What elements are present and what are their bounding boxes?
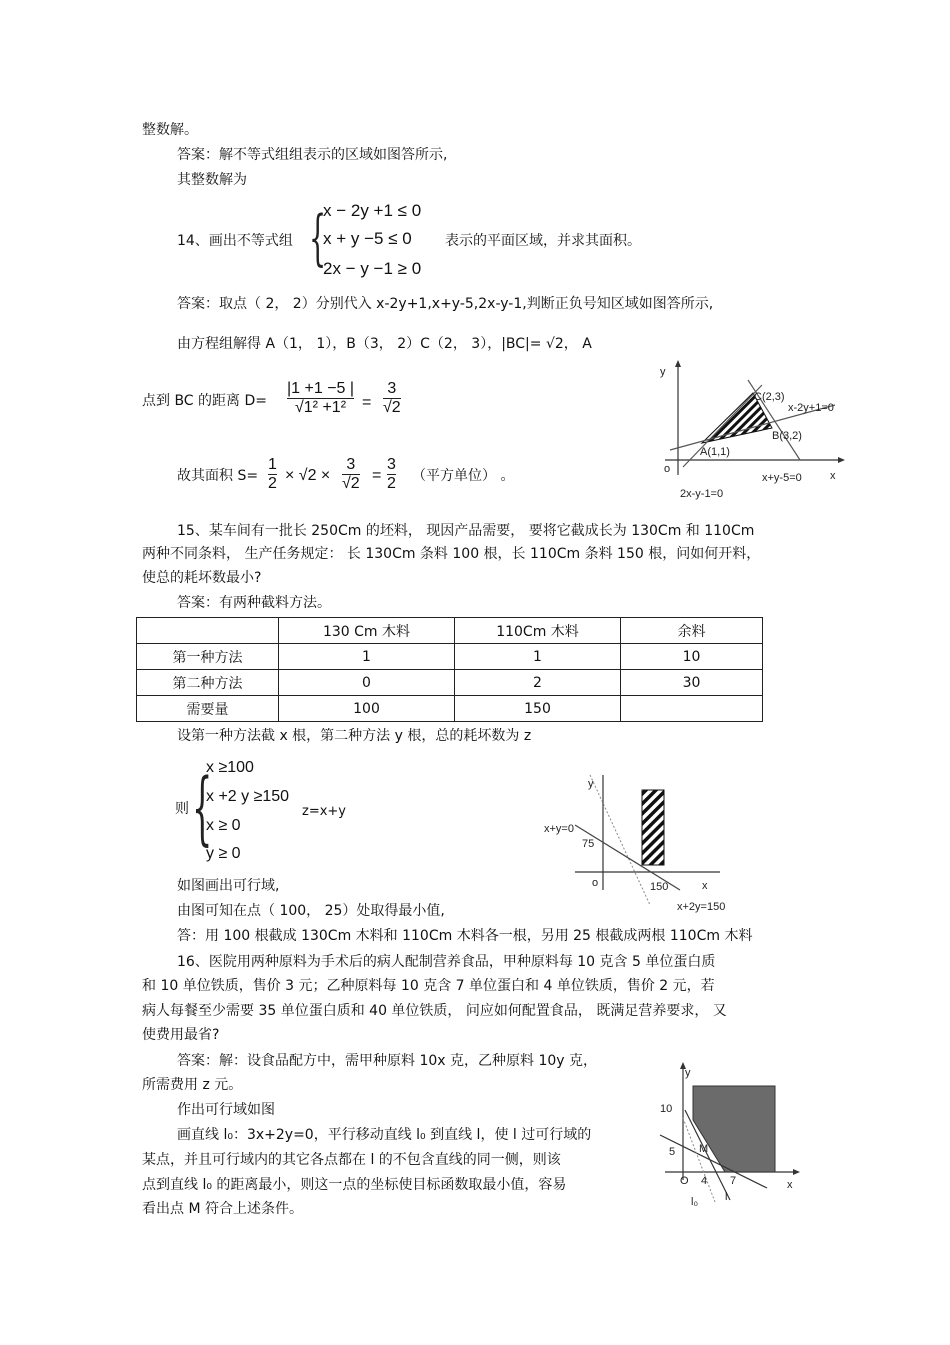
text-line: 两种不同条料， 生产任务规定： 长 130Cm 条料 100 根，长 110Cm 条料 150 根，问如何开料， <box>142 546 761 562</box>
table-cell: 100 <box>279 696 455 722</box>
text-line: 整数解。 <box>142 122 198 138</box>
text-line: 使费用最省? <box>142 1027 220 1043</box>
text-line: 某点，并且可行域内的其它各点都在 l 的不包含直线的同一侧，则该 <box>142 1152 561 1168</box>
inequality: x − 2y +1 ≤ 0 <box>323 201 422 220</box>
text-line: 点到直线 l₀ 的距离最小，则这一点的坐标使目标函数取最小值，容易 <box>142 1177 567 1193</box>
axis-label-y: y <box>660 366 666 378</box>
text-line: 由方程组解得 A（1， 1），B（3， 2）C（2， 3），|BC|= √2， A <box>177 336 592 352</box>
table-header <box>137 618 279 644</box>
table-cell: 第二种方法 <box>137 670 279 696</box>
denominator: 2 <box>268 475 277 492</box>
text-line: 故其面积 S= <box>177 468 259 484</box>
brace: { <box>309 203 327 273</box>
figure-feasible-region-16 <box>655 1060 805 1210</box>
table-cell: 0 <box>279 670 455 696</box>
table-header: 110Cm 木料 <box>455 618 621 644</box>
numerator: 3 <box>387 380 397 397</box>
table-header-row <box>137 618 763 644</box>
table-cell: 30 <box>621 670 763 696</box>
point-c-label: C(2,3) <box>754 391 785 403</box>
table-cell: 第一种方法 <box>137 644 279 670</box>
tick-label: 4 <box>701 1175 708 1187</box>
inequality: x ≥100 <box>206 759 254 776</box>
table-row <box>137 644 763 670</box>
text-line: 使总的耗坏数最小? <box>142 570 262 586</box>
tick-label: 75 <box>582 838 595 850</box>
fraction <box>287 380 354 417</box>
axis-label-x: x <box>830 470 836 482</box>
point-b-label: B(3,2) <box>772 430 802 442</box>
text-line: 和 10 单位铁质，售价 3 元；乙种原料每 10 克含 7 单位蛋白和 4 单位铁质，售价 2 元，若 <box>142 978 715 994</box>
fraction <box>383 380 401 417</box>
numerator: 3 <box>346 456 356 473</box>
equals: = <box>362 394 372 411</box>
text-line: 则 <box>175 801 189 817</box>
text-line: 由图可知在点（ 100， 25）处取得最小值, <box>177 903 445 919</box>
denominator: 2 <box>387 475 396 492</box>
text-line: 如图画出可行域, <box>177 878 280 894</box>
text-line: 答案：解：设食品配方中，需甲种原料 10x 克，乙种原料 10y 克， <box>177 1053 597 1069</box>
table-cell: 1 <box>455 644 621 670</box>
objective: z=x+y <box>302 804 346 819</box>
point-m-label: M <box>699 1143 709 1155</box>
line-label: l₀ <box>691 1196 699 1208</box>
fraction <box>268 456 277 493</box>
line-label: l <box>725 1191 728 1203</box>
table-row <box>137 696 763 722</box>
point-a-label: A(1,1) <box>700 446 730 458</box>
denominator: √2 <box>342 475 360 492</box>
tick-label: 7 <box>730 1175 737 1187</box>
cutting-methods-table <box>136 617 763 722</box>
figure-feasible-region-15 <box>540 765 740 915</box>
table-header: 余料 <box>621 618 763 644</box>
line-label: x+y=0 <box>544 823 574 835</box>
denominator: √2 <box>383 399 401 416</box>
figure-feasible-region-14 <box>650 355 850 500</box>
inequality: y ≥ 0 <box>206 845 241 862</box>
table-cell <box>621 696 763 722</box>
axis-label-y: y <box>588 778 594 790</box>
table-row <box>137 670 763 696</box>
line-label: x+2y=150 <box>677 901 726 913</box>
tick-label: 5 <box>669 1146 676 1158</box>
origin-label: o <box>664 463 671 475</box>
text-line: 看出点 M 符合上述条件。 <box>142 1201 303 1217</box>
text-line: 15、某车间有一批长 250Cm 的坯料， 现因产品需要， 要将它截成长为 130Cm 和 110Cm <box>177 523 755 539</box>
table-cell: 2 <box>455 670 621 696</box>
inequality: x + y −5 ≤ 0 <box>323 229 412 248</box>
table-cell: 需要量 <box>137 696 279 722</box>
line-label: x-2y+1=0 <box>788 402 834 414</box>
fraction <box>342 456 360 493</box>
text-line: 点到 BC 的距离 D= <box>142 393 267 409</box>
axis-label-x: x <box>787 1179 793 1191</box>
text-line: 表示的平面区域，并求其面积。 <box>445 233 641 249</box>
text-line: 其整数解为 <box>177 172 247 188</box>
origin-label: o <box>592 877 599 889</box>
tick-label: 10 <box>660 1103 673 1115</box>
denominator: √1² +1² <box>295 399 347 416</box>
inequality: x ≥ 0 <box>206 817 241 834</box>
product: × √2 × <box>285 467 331 484</box>
table-header: 130 Cm 木料 <box>279 618 455 644</box>
numerator: 3 <box>387 456 396 473</box>
text-line: 设第一种方法截 x 根，第二种方法 y 根，总的耗坏数为 z <box>177 728 532 744</box>
text-line: 所需费用 z 元。 <box>142 1077 243 1093</box>
inequality: x +2 y ≥150 <box>206 788 290 805</box>
text-line: 病人每餐至少需要 35 单位蛋白质和 40 单位铁质， 问应如何配置食品， 既满足营养要求， 又 <box>142 1003 727 1019</box>
origin-label: O <box>680 1175 689 1187</box>
table-cell: 1 <box>279 644 455 670</box>
numerator: |1 +1 −5 | <box>287 380 355 397</box>
equals: = <box>372 467 382 484</box>
text-line: 答案：取点（ 2， 2）分别代入 x-2y+1,x+y-5,2x-y-1,判断正负号知区域如图答所示, <box>177 296 714 312</box>
text-line: 答案：有两种截料方法。 <box>177 595 331 611</box>
text-line: 16、医院用两种原料为手术后的病人配制营养食品，甲种原料每 10 克含 5 单位蛋白质 <box>177 954 716 970</box>
fraction <box>387 456 396 493</box>
axis-label-x: x <box>702 880 708 892</box>
tick-label: 150 <box>650 881 669 893</box>
text-line: 答案：解不等式组组表示的区域如图答所示, <box>177 147 448 163</box>
inequality: 2x − y −1 ≥ 0 <box>323 259 422 278</box>
table-cell: 10 <box>621 644 763 670</box>
text-line: 画直线 l₀：3x+2y=0，平行移动直线 l₀ 到直线 l，使 l 过可行域的 <box>177 1127 592 1143</box>
table-cell: 150 <box>455 696 621 722</box>
text-line: 答：用 100 根截成 130Cm 木料和 110Cm 木料各一根，另用 25 根截成两根 110Cm 木料 <box>177 928 753 944</box>
text-line: （平方单位） 。 <box>412 468 515 484</box>
text-line: 作出可行域如图 <box>177 1102 275 1118</box>
line-label: 2x-y-1=0 <box>680 488 724 500</box>
question-14-label: 14、画出不等式组 <box>177 233 293 249</box>
numerator: 1 <box>268 456 277 473</box>
axis-label-y: y <box>685 1067 691 1079</box>
brace: { <box>192 761 213 854</box>
line-label: x+y-5=0 <box>762 472 802 484</box>
